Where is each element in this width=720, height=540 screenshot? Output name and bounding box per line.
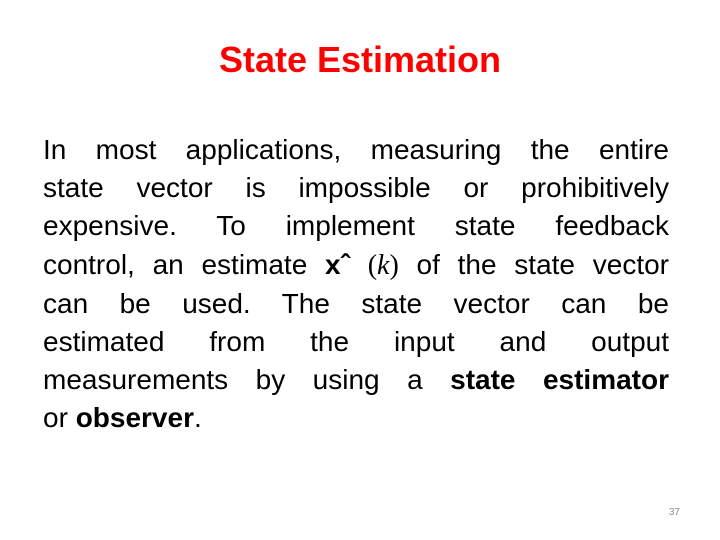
page-number: 37 <box>668 507 680 518</box>
body-line-8 <box>43 399 669 437</box>
body-line-2: state vector is impossible or prohibitively <box>43 172 669 204</box>
body-line-8-end: . <box>193 402 202 434</box>
term-state-estimator: state estimator <box>450 364 669 396</box>
estimate-arg-var: k <box>377 249 390 281</box>
body-line-3: expensive. To implement state feedback <box>43 210 669 242</box>
estimate-arg-open: ( <box>367 249 378 281</box>
estimate-argument <box>368 250 399 281</box>
body-line-6: estimated from the input and output <box>43 326 669 358</box>
body-line-4 <box>43 246 669 285</box>
slide-title: State Estimation <box>218 39 502 80</box>
estimate-symbol: xˆ <box>325 248 350 280</box>
body-line-7 <box>43 361 669 399</box>
estimate-arg-close: ) <box>389 249 399 281</box>
body-line-4-start: control, an estimate <box>43 248 326 280</box>
term-observer: observer <box>75 402 194 434</box>
body-line-7-start: measurements by using a <box>43 364 451 396</box>
body-line-8-start: or <box>43 402 76 434</box>
body-line-4-end: of the state vector <box>398 248 669 280</box>
slide-body-text <box>43 131 669 438</box>
body-line-5: can be used. The state vector can be <box>43 287 669 319</box>
body-line-1: In most applications, measuring the entire <box>43 134 669 165</box>
